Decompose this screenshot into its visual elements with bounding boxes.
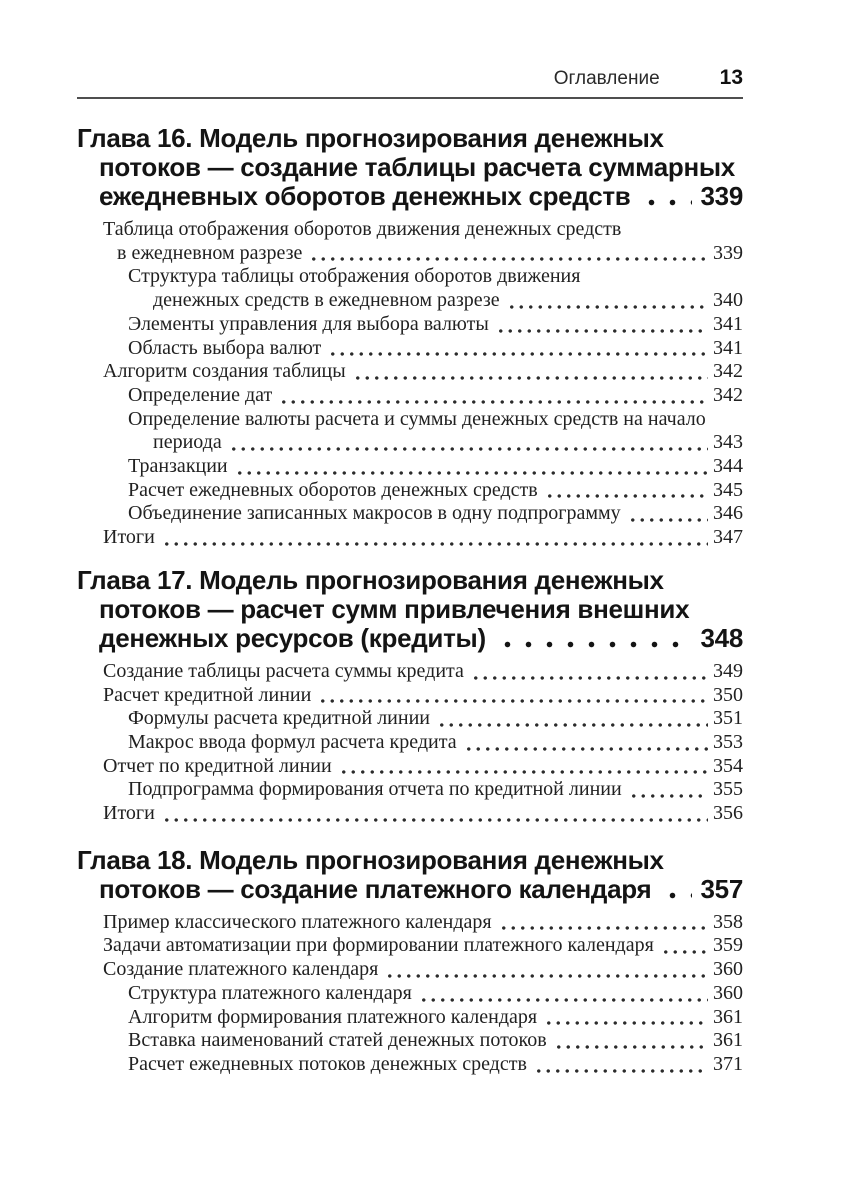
toc-entry-line (77, 526, 743, 550)
toc-entry-line (77, 802, 743, 826)
toc-entry-text: Отчет по кредитной линии (103, 754, 332, 777)
toc-section (77, 124, 743, 550)
toc-entry-line (77, 1006, 743, 1030)
chapter-heading-line (77, 624, 743, 653)
toc-entry (77, 958, 743, 982)
toc-entry-line (77, 384, 743, 408)
toc-entry-line (77, 455, 743, 479)
toc-entry-text: Определение дат (128, 383, 273, 406)
page-number: 342 (713, 383, 743, 406)
page-number: 346 (713, 502, 743, 525)
chapter-heading (77, 566, 743, 653)
toc-entry-text: Создание таблицы расчета суммы кредита (103, 659, 464, 682)
toc-entry-line (77, 731, 743, 755)
chapter-heading-line: потоков — создание таблицы расчета суммарных (99, 152, 735, 182)
dot-leader (534, 1069, 708, 1073)
dot-leader (279, 400, 708, 404)
chapter-heading-text: потоков — создание платежного календаря (99, 873, 652, 904)
dot-leader (318, 699, 708, 703)
dot-leader (385, 974, 708, 978)
page-number: 349 (713, 659, 743, 682)
book-page (77, 0, 743, 1077)
toc-entry-text: Пример классического платежного календаря (103, 910, 492, 933)
chapter-heading (77, 124, 743, 211)
dot-leader (554, 1045, 708, 1049)
page-header (77, 66, 743, 99)
chapter-dot-leader (641, 199, 691, 206)
chapter-dot-leader (497, 641, 692, 648)
chapter-page-number: 339 (700, 181, 743, 211)
toc-entry (77, 384, 743, 408)
toc-entry (77, 360, 743, 384)
toc-entry-text: Объединение записанных макросов в одну подпрограмму (128, 502, 621, 525)
page-number: 355 (713, 778, 743, 801)
page-number: 360 (713, 981, 743, 1004)
running-head-title: Оглавление (553, 68, 660, 89)
toc-entry (77, 313, 743, 337)
toc-entry-line (77, 313, 743, 337)
toc-entry-text: Задачи автоматизации при формировании платежного календаря (103, 934, 654, 957)
toc-entry-text: Структура платежного календаря (128, 981, 412, 1004)
toc-entry-text: денежных средств в ежедневном разрезе (153, 289, 500, 312)
page-number: 361 (713, 1029, 743, 1052)
dot-leader (328, 352, 708, 356)
toc-section (77, 566, 743, 826)
page-number: 359 (713, 934, 743, 957)
toc-entry (77, 660, 743, 684)
toc-entry-line (77, 479, 743, 503)
toc-entry (77, 502, 743, 526)
toc-entry-line (77, 778, 743, 802)
toc-entry-text: Макрос ввода формул расчета кредита (128, 730, 457, 753)
dot-leader (496, 329, 708, 333)
toc-entry (77, 802, 743, 826)
toc-entry-text: Создание платежного календаря (103, 958, 379, 981)
page-number: 345 (713, 478, 743, 501)
page-number: 344 (713, 455, 743, 478)
toc-entry-line (77, 958, 743, 982)
toc-entry (77, 218, 743, 265)
dot-leader (545, 494, 708, 498)
dot-leader (464, 747, 708, 751)
toc-entry-text: Расчет ежедневных оборотов денежных средств (128, 478, 538, 501)
page-number: 351 (713, 707, 743, 730)
toc-entry (77, 1006, 743, 1030)
page-number: 350 (713, 683, 743, 706)
chapter-heading-line: Глава 17. Модель прогнозирования денежных (77, 564, 664, 595)
dot-leader (628, 518, 708, 522)
toc-entry (77, 982, 743, 1006)
toc-entry-line (77, 431, 743, 455)
toc-entry (77, 911, 743, 935)
toc-entry (77, 479, 743, 503)
dot-leader (507, 305, 708, 309)
page-number: 354 (713, 754, 743, 777)
dot-leader (235, 471, 708, 475)
dot-leader (499, 926, 708, 930)
toc-entry-text: Подпрограмма формирования отчета по кредитной линии (128, 778, 622, 801)
toc-entry (77, 778, 743, 802)
page-number: 356 (713, 802, 743, 825)
page-number: 347 (713, 526, 743, 549)
toc-entry-line (77, 1029, 743, 1053)
dot-leader (471, 676, 708, 680)
chapter-heading-text: ежедневных оборотов денежных средств (99, 181, 631, 211)
toc-entry-line (77, 707, 743, 731)
toc-entry-line (77, 934, 743, 958)
toc-entry-text: в ежедневном разрезе (117, 241, 303, 264)
chapter-heading-line: Глава 16. Модель прогнозирования денежных (77, 123, 664, 153)
toc-entry-line (77, 982, 743, 1006)
chapter-heading-line: потоков — расчет сумм привлечения внешних (99, 593, 690, 624)
page-number: 340 (713, 289, 743, 312)
toc-entry-line (77, 242, 743, 266)
chapter-page-number: 357 (700, 873, 743, 904)
toc-entry-text: Расчет кредитной линии (103, 683, 312, 706)
toc-entry-line: Таблица отображения оборотов движения денежных средств (103, 218, 622, 240)
toc-entry (77, 1029, 743, 1053)
toc-entry (77, 1053, 743, 1077)
toc-entry-line (77, 360, 743, 384)
toc-entry-line (77, 289, 743, 313)
toc (77, 124, 743, 1077)
dot-leader (353, 376, 708, 380)
chapter-dot-leader (662, 892, 691, 899)
dot-leader (437, 723, 708, 727)
toc-entry (77, 707, 743, 731)
dot-leader (162, 542, 708, 546)
toc-entry-text: Область выбора валют (128, 336, 322, 359)
dot-leader (229, 447, 708, 451)
dot-leader (661, 950, 708, 954)
chapter-heading-line: Глава 18. Модель прогнозирования денежных (77, 844, 664, 875)
toc-entry-text: периода (153, 431, 222, 454)
toc-entry-line: Структура таблицы отображения оборотов движения (128, 265, 581, 288)
dot-leader (544, 1021, 708, 1025)
toc-section (77, 846, 743, 1077)
chapter-heading-line (77, 875, 743, 904)
toc-entry-line (77, 911, 743, 935)
toc-entry-line (77, 502, 743, 526)
toc-entry-text: Расчет ежедневных потоков денежных средств (128, 1052, 527, 1075)
toc-entry-line (77, 755, 743, 779)
chapter-heading (77, 846, 743, 904)
toc-entry (77, 684, 743, 708)
toc-entry-line (77, 1053, 743, 1077)
page-number: 341 (713, 312, 743, 335)
dot-leader (629, 794, 708, 798)
page-number: 342 (713, 360, 743, 383)
toc-entry-text: Вставка наименований статей денежных потоков (128, 1029, 547, 1052)
dot-leader (339, 770, 708, 774)
page-number: 341 (713, 336, 743, 359)
page-number: 358 (713, 910, 743, 933)
page-number: 339 (713, 241, 743, 264)
toc-entry-line: Определение валюты расчета и суммы денежных средств на начало (128, 407, 706, 430)
toc-entry-text: Алгоритм формирования платежного календаря (128, 1005, 538, 1028)
toc-entry (77, 455, 743, 479)
toc-entry (77, 408, 743, 455)
toc-entry-line (77, 337, 743, 361)
toc-entry-line (77, 660, 743, 684)
toc-entry-text: Итоги (103, 802, 155, 825)
page-number: 361 (713, 1005, 743, 1028)
toc-entry-text: Элементы управления для выбора валюты (128, 312, 489, 335)
toc-entry (77, 731, 743, 755)
page-number: 353 (713, 730, 743, 753)
page-number: 371 (713, 1052, 743, 1075)
page-number: 343 (713, 431, 743, 454)
toc-entry-text: Алгоритм создания таблицы (103, 360, 346, 383)
toc-entry (77, 755, 743, 779)
toc-entry (77, 526, 743, 550)
dot-leader (162, 818, 708, 822)
toc-entry (77, 934, 743, 958)
chapter-heading-line (77, 182, 743, 211)
toc-entry (77, 337, 743, 361)
toc-entry-line (77, 684, 743, 708)
toc-entry-text: Транзакции (128, 455, 228, 478)
chapter-page-number: 348 (700, 622, 743, 653)
toc-entry-text: Формулы расчета кредитной линии (128, 707, 430, 730)
page-number: 360 (713, 958, 743, 981)
toc-entry (77, 265, 743, 312)
dot-leader (419, 998, 708, 1002)
dot-leader (309, 257, 708, 261)
chapter-heading-text: денежных ресурсов (кредиты) (99, 622, 486, 653)
page-number-folio: 13 (719, 66, 743, 89)
toc-entry-text: Итоги (103, 526, 155, 549)
